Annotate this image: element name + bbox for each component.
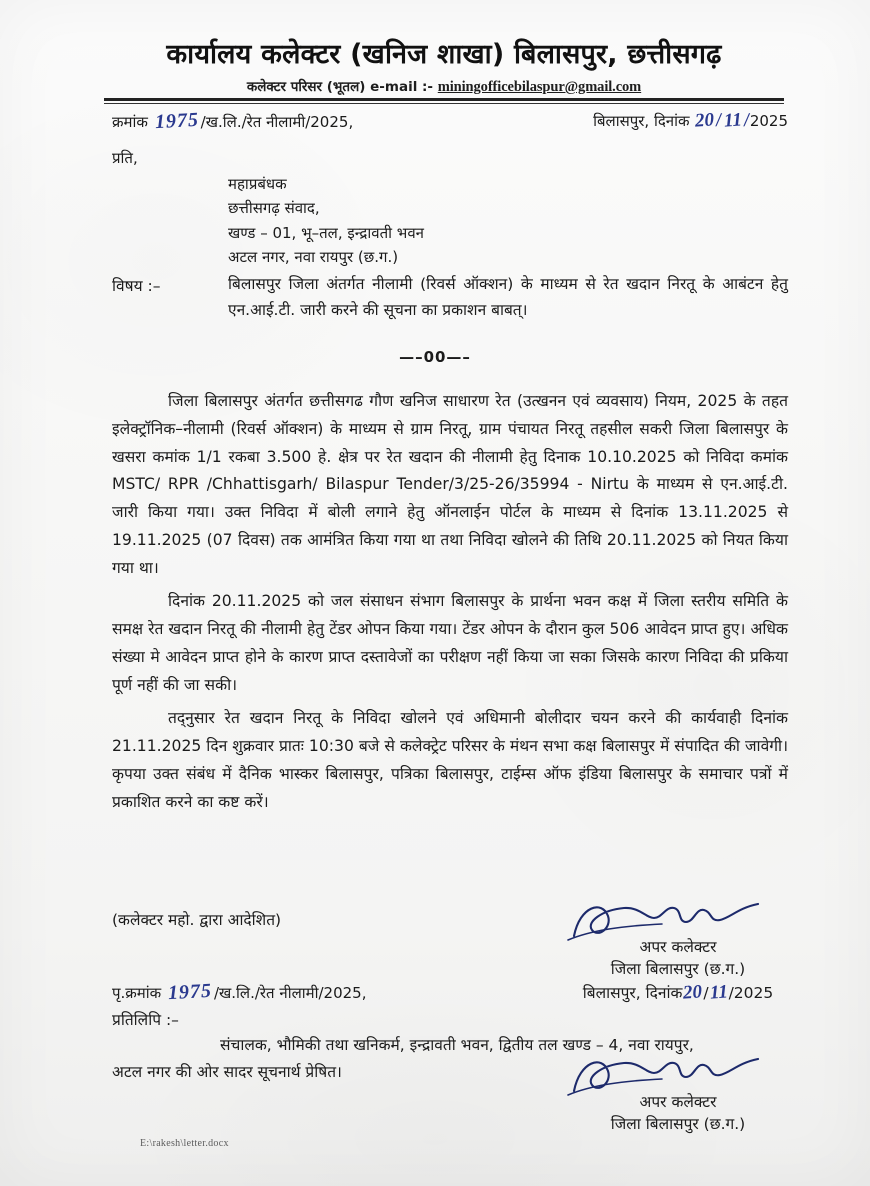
signature-place-label: बिलासपुर, दिनांक [582, 984, 683, 1002]
endorsement-number-block [112, 981, 367, 1004]
body-paragraph-2: दिनांक 20.11.2025 को जल संसाधन संभाग बिलासपुर के प्रार्थना भवन कक्ष में जिला स्तरीय समिति के समक्ष रेत खदान निरतू की नीलामी हेतु टेंडर ओपन किया गया। टेंडर ओपन के दौरान कुल 506 आवेदन प्राप्त हुए। अधिक संख्या मे आवेदन प्राप्त होने के कारण प्राप्त दस्तावेजों का परीक्षण नहीं किया जा सका जिसके कारण निविदा की प्रकिया पूर्ण नहीं की जा सकी। [112, 592, 788, 694]
recipient-line: महाप्रबंधक [228, 175, 287, 193]
date-separator-2: / [742, 109, 750, 132]
reference-label-prefix: क्रमांक [112, 113, 153, 131]
copy-to-text: संचालक, भौमिकी तथा खनिकर्म, इन्द्रावती भवन, द्वितीय तल खण्ड – 4, नवा रायपुर, अटल नगर की ओर सादर सूचनार्थ प्रेषित। [112, 1036, 694, 1081]
signature-mark [548, 900, 808, 942]
recipient-line: छत्तीसगढ़ संवाद, [228, 199, 320, 218]
reference-row [112, 110, 788, 133]
signature-date-year: 2025 [733, 984, 774, 1002]
place-date-label: बिलासपुर, दिनांक [593, 112, 695, 130]
reference-number-handwritten: 1975 [154, 108, 200, 134]
body-paragraph-1: जिला बिलासपुर अंतर्गत छत्तीसगढ गौण खनिज साधारण रेत (उत्खनन एवं व्यवसाय) नियम, 2025 के तहत इलेक्ट्रॉनिक–नीलामी (रिवर्स ऑक्शन) के माध्यम से ग्राम निरतू, ग्राम पंचायत निरतू तहसील सकरी जिला बिलासपुर के खसरा कमांक 1/1 रकबा 3.500 हे. क्षेत्र पर रेत खदान की नीलामी हेतु दिनाक 10.10.2025 को निविदा कमांक MSTC/ RPR /Chhattisgarh/ Bilaspur Tender/3/25-26/35994 - Nirtu के माध्यम से एन.आई.टी. जारी किया गया। उक्त निविदा में बोली लगाने हेतु ऑनलाईन पोर्टल के माध्यम से दिनांक 13.11.2025 से 19.11.2025 (07 दिवस) तक आमंत्रित किया गया था तथा निविदा खोलने की तिथि 20.11.2025 को नियत किया गया था। [112, 392, 788, 577]
ordered-by-note: (कलेक्टर महो. द्वारा आदेशित) [112, 911, 282, 929]
signature-scribble-icon [562, 896, 772, 944]
signature-date-month: 11 [708, 981, 729, 1004]
endorsement-label-suffix: /ख.लि./रेत नीलामी/2025, [213, 984, 367, 1002]
date-separator-1: / [715, 109, 723, 132]
section-separator: —–00—– [399, 348, 471, 366]
signature-date-sep-2: / [728, 984, 734, 1002]
divider-thin-line [104, 103, 784, 104]
signature-date-sep-1: / [703, 984, 709, 1002]
signatory-designation-secondary: अपर कलेक्टर [639, 1093, 717, 1111]
signature-mark-secondary [548, 1055, 808, 1097]
office-address-line [104, 77, 784, 96]
letter-body [112, 388, 788, 822]
file-path-footer: E:\rakesh\letter.docx [140, 1138, 229, 1149]
signature-scribble-icon [562, 1051, 772, 1099]
office-title: कार्यालय कलेक्टर (खनिज शाखा) बिलासपुर, छत्तीसगढ़ [166, 39, 722, 70]
place-date-block [593, 110, 788, 133]
to-label: प्रति, [112, 149, 138, 167]
copy-to-label: प्रतिलिपि :– [112, 1011, 179, 1029]
signatory-district: जिला बिलासपुर (छ.ग.) [610, 960, 746, 978]
date-day-handwritten: 20 [694, 109, 715, 132]
office-email: miningofficebilaspur@gmail.com [437, 79, 642, 95]
recipient-address [228, 172, 424, 269]
signatory-designation: अपर कलेक्टर [639, 938, 717, 956]
subject-text: बिलासपुर जिला अंतर्गत नीलामी (रिवर्स ऑक्शन) के माध्यम से रेत खदान निरतू के आबंटन हेतु एन.आई.टी. जारी करने की सूचना का प्रकाशन बाबत्। [228, 275, 788, 319]
endorsement-number-handwritten: 1975 [167, 979, 213, 1005]
divider-thick-line [104, 98, 784, 101]
signatory-district-secondary: जिला बिलासपुर (छ.ग.) [610, 1115, 746, 1133]
reference-number-block [112, 110, 353, 133]
date-month-handwritten: 11 [722, 109, 743, 132]
subject-label: विषय :– [112, 277, 161, 295]
reference-label-suffix: /ख.लि./रेत नीलामी/2025, [200, 113, 354, 131]
body-paragraph-3: तद्नुसार रेत खदान निरतू के निविदा खोलने एवं अधिमानी बोलीदार चयन करने की कार्यवाही दिनांक 21.11.2025 दिन शुक्रवार प्रातः 10:30 बजे से कलेक्ट्रेट परिसर के मंथन सभा कक्ष बिलासपुर में संपादित की जावेगी। कृपया उक्त संबंध में दैनिक भास्कर बिलासपुर, पत्रिका बिलासपुर, टाईम्स ऑफ इंडिया बिलासपुर के समाचार पत्रों में प्रकाशित करने का कष्ट करें। [112, 709, 788, 811]
address-prefix: कलेक्टर परिसर (भूतल) e-mail :- [246, 79, 438, 95]
recipient-line: खण्ड – 01, भू–तल, इन्द्रावती भवन [228, 223, 424, 242]
letterhead [104, 34, 784, 96]
endorsement-reference-row [112, 981, 788, 1004]
date-year: 2025 [749, 112, 788, 130]
signature-block-secondary [548, 1055, 808, 1135]
recipient-line: अटल नगर, नवा रायपुर (छ.ग.) [228, 247, 399, 266]
header-divider [104, 98, 784, 104]
signature-date-day: 20 [682, 981, 704, 1004]
endorsement-label-prefix: पृ.क्रमांक [112, 984, 166, 1002]
